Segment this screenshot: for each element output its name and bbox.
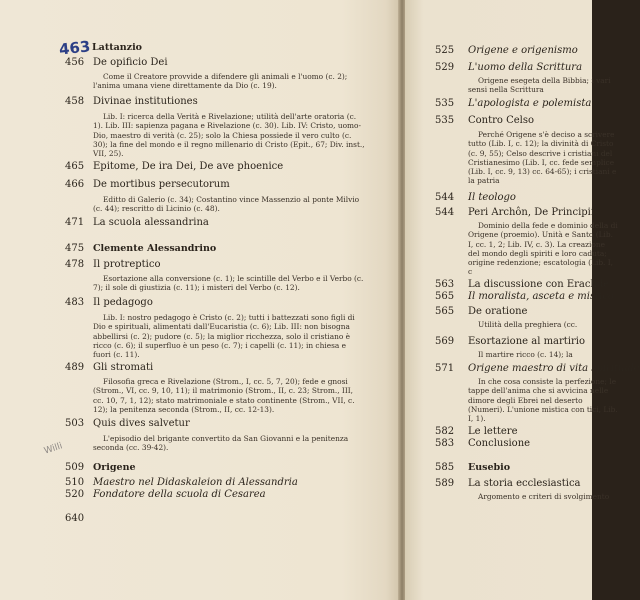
entry-title: Epitome, De ira Dei, De ave phoenice [93, 161, 284, 172]
entry-desc: Origene esegeta della Bibbia; i vari sensi nella Scrittura [468, 76, 611, 95]
page-ref: 582 [435, 426, 455, 437]
right-page [405, 0, 640, 600]
heading-text: Clemente Alessandrino [93, 243, 217, 254]
page-ref: 535 [435, 115, 455, 126]
entry-title: Il teologo [468, 192, 516, 203]
page-ref: 565 [435, 306, 455, 317]
entry-title: L'uomo della Scrittura [468, 62, 583, 73]
page-ref: 489 [65, 362, 85, 373]
entry-title: De mortibus persecutorum [93, 179, 230, 190]
pencil-note: Willi [42, 441, 64, 457]
page-ref: 585 [435, 462, 455, 473]
page-ref: 571 [435, 363, 455, 374]
entry-title: Fondatore della scuola di Cesarea [93, 489, 266, 500]
entry-desc: Perché Origene s'è deciso a scrivere tutto (Lib. I, c. 12); la divinità di Cristo (c. 9, 55); Celso descrive i cristiani del Cristianesimo (Lib. I, cc. fede semplice (Lib. I, cc. 9, 13) cc. 64-65); i cristiani e la patria [468, 130, 617, 186]
entry-title: De oratione [468, 306, 528, 317]
page-ref: 520 [65, 489, 85, 500]
entry-title: Origene e origenismo [468, 45, 578, 56]
entry-desc: Editto di Galerio (c. 34); Costantino vince Massenzio al ponte Milvio (c. 44); rescritto di Licinio (c. 48). [93, 195, 360, 214]
page-ref: 483 [65, 297, 85, 308]
page-ref: 544 [435, 207, 455, 218]
entry-desc: In che cosa consiste la perfezione; le tappe dell'anima che si avvicina nelle dimore degli Ebrei nel deserto (Numeri). L'unione mistica con tici, Lib. I, 1). [468, 377, 618, 424]
entry-desc: Esortazione alla conversione (c. 1); le scintille del Verbo e il Verbo (c. 7); il sole di giustizia (c. 11); i misteri del Verbo (c. 12). [93, 274, 364, 293]
page-ref: 466 [65, 179, 85, 190]
page-ref: 510 [65, 477, 85, 488]
heading-text: Origene [93, 462, 136, 473]
entry-title: Divinae institutiones [93, 96, 198, 107]
page-ref: 535 [435, 98, 455, 109]
entry-title: De opificio Dei [93, 57, 168, 68]
page-ref: 589 [435, 478, 455, 489]
margin-mark: 463 [58, 37, 92, 59]
entry-title: La storia ecclesiastica [468, 478, 581, 489]
entry-desc: Utilità della preghiera (cc. [478, 320, 578, 329]
entry-desc: Argomento e criteri di svolgimento [478, 492, 610, 501]
heading-text: Lattanzio [92, 42, 143, 53]
entry-title: Il protreptico [93, 259, 161, 270]
entry-title: Origene maestro di vita spirituale [468, 363, 640, 374]
entry-title: L'apologista e polemista [468, 98, 592, 109]
page-ref: 565 [435, 291, 455, 302]
entry-title: Il pedagogo [93, 297, 153, 308]
entry-title: La discussione con Eraclide [468, 279, 610, 290]
page-ref: 503 [65, 418, 85, 429]
entry-title: Gli stromati [93, 362, 154, 373]
page-ref: 569 [435, 336, 455, 347]
entry-title: Conclusione [468, 438, 531, 449]
page-ref: 525 [435, 45, 455, 56]
entry-title: Esortazione al martirio [468, 336, 586, 347]
entry-desc: L'episodio del brigante convertito da San Giovanni e la penitenza seconda (cc. 39-42). [93, 434, 349, 453]
entry-desc: Lib. I: nostro pedagogo è Cristo (c. 2); tutti i battezzati sono figli di Dio e spirituali, alimentati dall'Eucaristia (c. 6); Lib. III: non bisogna abbellirsi (c. 2); pudore (c. 5); la miglior ricchezza, solo il cristiano è ricco (c. 6); il superfluo è un peso (c. 7); i capelli (c. 11); in chiesa e fuori (c. 11). [93, 313, 355, 360]
page-ref: 583 [435, 438, 455, 449]
entry-desc: Lib. I: ricerca della Verità e Rivelazione; utilità dell'arte oratoria (c. 1). Lib. III: sapienza pagana e Rivelazione (c. 30). Lib. IV: Cristo, uomo-Dio, maestro di verità (c. 25); solo la Chiesa possiede il vero culto (c. 30); la fine del mondo e il regno millenario di Cristo (Epit., 67; Div. inst., VII, 25). [93, 112, 365, 159]
page-ref: 478 [65, 259, 85, 270]
heading-text: Eusebio [468, 462, 511, 473]
page-ref: 475 [65, 243, 85, 254]
entry-title: Le lettere [468, 426, 518, 437]
entry-title: Peri Archôn, De Principiis [468, 207, 600, 218]
page-ref: 471 [65, 217, 85, 228]
page-ref: 465 [65, 161, 85, 172]
page-ref: 544 [435, 192, 455, 203]
entry-desc: Come il Creatore provvide a difendere gli animali e l'uomo (c. 2); l'anima umana viene direttamente da Dio (c. 19). [93, 72, 348, 91]
page-ref: 563 [435, 279, 455, 290]
entry-title: Quis dives salvetur [93, 418, 190, 429]
entry-title: Contro Celso [468, 115, 535, 126]
entry-desc: Filosofia greca e Rivelazione (Strom., I, cc. 5, 7, 20); fede e gnosi (Strom., VI, cc. 9, 10, 11); il matrimonio (Strom., II, c. 23; Strom., III, cc. 10, 7, 1, 12); stato matrimoniale e stato continente (Strom., VII, c. 12); la penitenza seconda (Strom., II, cc. 12-13). [93, 377, 355, 414]
page-ref: 509 [65, 462, 85, 473]
page-ref: 458 [65, 96, 85, 107]
entry-desc: Il martire ricco (c. 14); la [478, 350, 573, 359]
entry-desc: Dominio della fede e dominio della di Origene (proemio). Unità e Santo (Lib. I, cc. 1, 2; Lib. IV, c. 3). La creazione del mondo degli spiriti e loro caduta; origine redenzione; escatologia (Lib. I, c [468, 221, 618, 277]
entry-title: Maestro nel Didaskaleion di Alessandria [93, 477, 298, 488]
page-ref: 456 [65, 57, 85, 68]
entry-title: La scuola alessandrina [93, 217, 209, 228]
page-ref: 529 [435, 62, 455, 73]
entry-title: Il moralista, asceta e mistico [468, 291, 614, 302]
page-number-text: 640 [65, 513, 85, 524]
